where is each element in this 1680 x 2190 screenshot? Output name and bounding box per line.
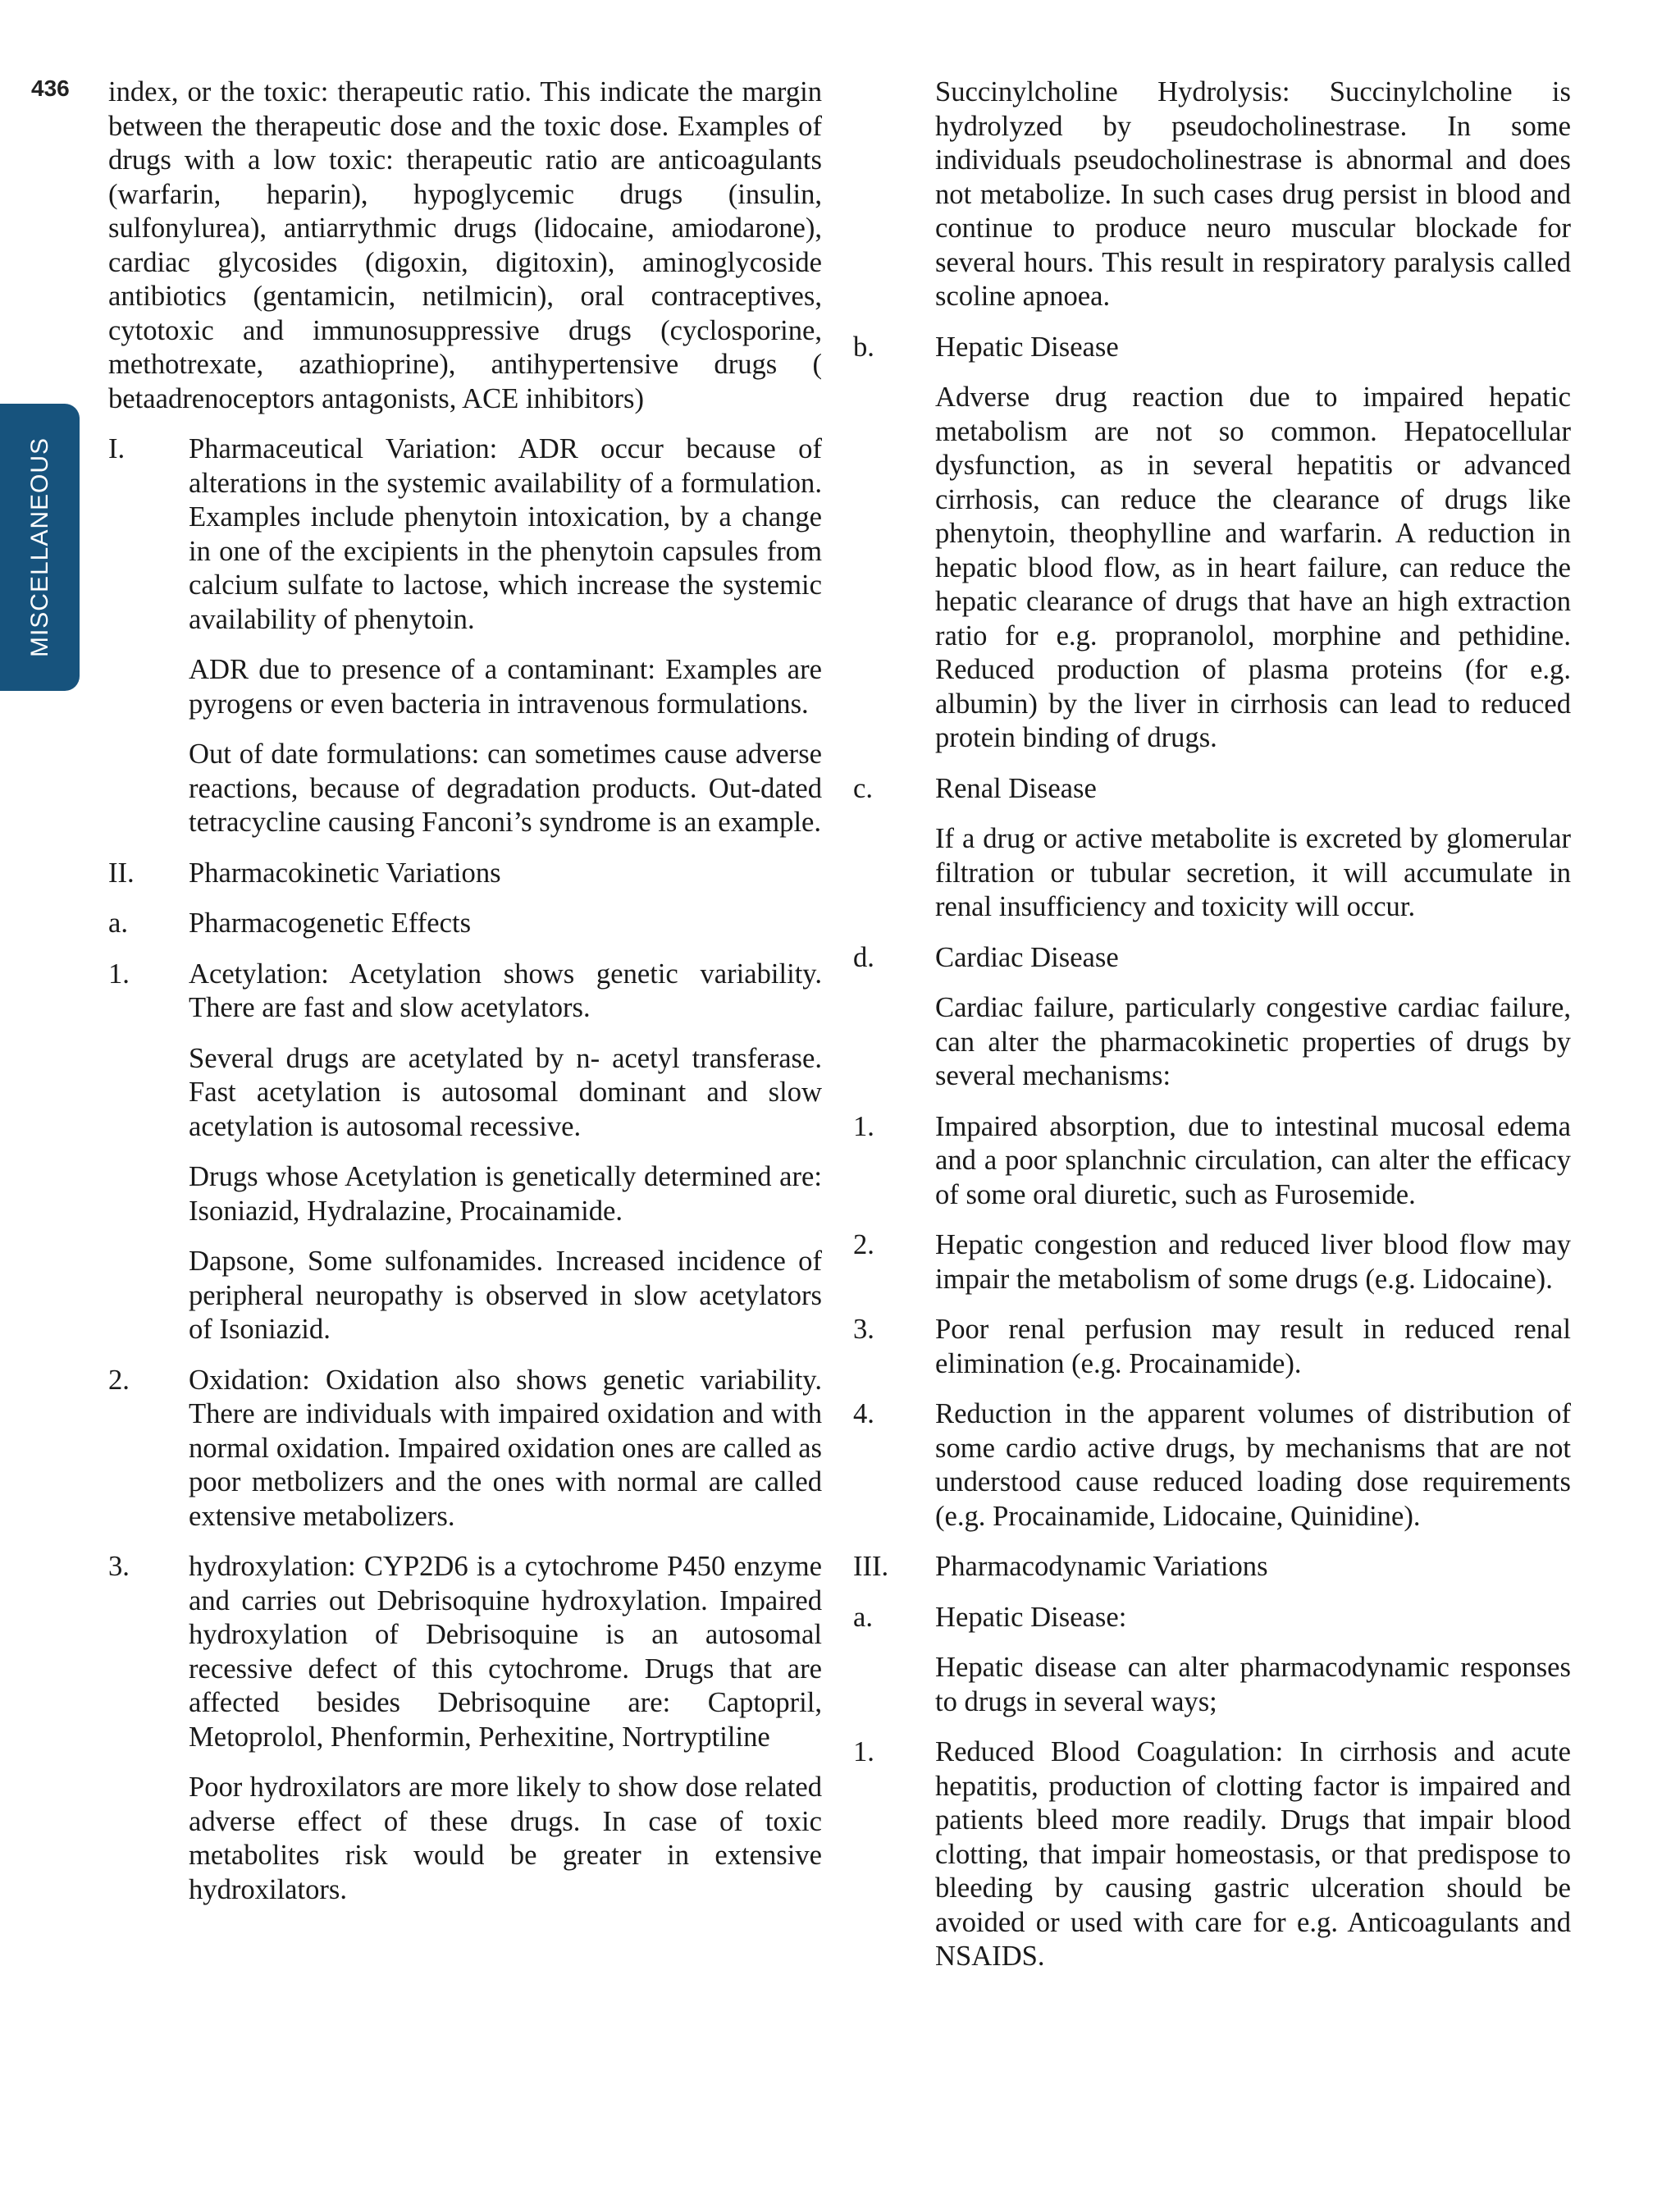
list-text: Renal Disease	[935, 772, 1097, 804]
list-marker: b.	[853, 331, 874, 363]
list-text: Acetylation: Acetylation shows genetic variability. There are fast and slow acetylators.	[189, 958, 822, 1023]
list-text: Reduction in the apparent volumes of distribution of some cardio active drugs, by mechanisms that are not understood cause reduced loading dose requirements (e.g. Procainamide, Lidocaine, Quinidine).	[935, 1398, 1571, 1532]
list-item-oxidation	[108, 1364, 822, 1534]
right-column	[853, 75, 1571, 1991]
paragraph-dapsone: Dapsone, Some sulfonamides. Increased incidence of peripheral neuropathy is observed in slow acetylators of Isoniazid.	[189, 1246, 822, 1345]
list-text: Hepatic Disease	[935, 331, 1119, 363]
list-marker: 2.	[108, 1364, 130, 1396]
paragraph-renal: If a drug or active metabolite is excreted by glomerular filtration or tubular secretion, it will accumulate in renal insufficiency and toxicity will occur.	[935, 823, 1571, 922]
list-text: Pharmaceutical Variation: ADR occur because of alterations in the systemic availability of a formulation. Examples include phenytoin intoxication, by a change in one of the excipients in the phenytoin capsules from calcium sulfate to lactose, which increase the systemic availability of phenytoin.	[189, 433, 822, 635]
paragraph-acetylation-drugs: Drugs whose Acetylation is genetically determined are: Isoniazid, Hydralazine, Procainamide.	[189, 1161, 822, 1227]
list-item-hepatic-disease-pd	[853, 1601, 1571, 1635]
list-marker: 3.	[853, 1314, 874, 1345]
section-side-tab	[0, 404, 80, 691]
paragraph-pd-hepatic: Hepatic disease can alter pharmacodynamic responses to drugs in several ways;	[935, 1652, 1571, 1717]
paragraph-out-of-date: Out of date formulations: can sometimes cause adverse reactions, because of degradation products. Out-dated tetracycline causing Fanconi’s syndrome is an example.	[189, 738, 822, 838]
list-item-acetylation	[108, 958, 822, 1026]
list-item-pharmacodynamic-variations	[853, 1550, 1571, 1584]
list-item-pharmaceutical-variation	[108, 432, 822, 637]
list-marker: d.	[853, 941, 874, 973]
list-marker: III.	[853, 1551, 889, 1582]
list-item-pharmacokinetic-variations	[108, 857, 822, 891]
list-text: Hepatic congestion and reduced liver blood flow may impair the metabolism of some drugs (e.g. Lidocaine).	[935, 1229, 1571, 1295]
paragraph-acetyl-transferase: Several drugs are acetylated by n- acetyl transferase. Fast acetylation is autosomal dominant and slow acetylation is autosomal recessive.	[189, 1042, 822, 1142]
list-item-hepatic-congestion	[853, 1228, 1571, 1296]
list-text: Impaired absorption, due to intestinal mucosal edema and a poor splanchnic circulation, can alter the efficacy of some oral diuretic, such as Furosemide.	[935, 1110, 1571, 1210]
list-marker: 2.	[853, 1229, 874, 1260]
list-text: hydroxylation: CYP2D6 is a cytochrome P450 enzyme and carries out Debrisoquine hydroxylation. Impaired hydroxylation of Debrisoquine is an autosomal recessive defect of this cytochrome. Drugs that are affected besides Debrisoquine are: Captopril, Metoprolol, Phenformin, Perhexitine, Nortryptiline	[189, 1551, 822, 1753]
list-item-distribution-volume	[853, 1397, 1571, 1534]
list-text: Oxidation: Oxidation also shows genetic variability. There are individuals with impaired oxidation and with normal oxidation. Impaired oxidation ones are called as poor metbolizers and the ones with normal are called extensive metabolizers.	[189, 1364, 822, 1532]
list-text: Hepatic Disease:	[935, 1601, 1127, 1633]
list-item-impaired-absorption	[853, 1110, 1571, 1213]
list-item-hydroxylation	[108, 1550, 822, 1754]
list-item-renal-perfusion	[853, 1313, 1571, 1381]
list-text: Pharmacodynamic Variations	[935, 1551, 1268, 1582]
list-marker: a.	[853, 1601, 873, 1633]
list-item-cardiac-disease	[853, 941, 1571, 976]
paragraph-cardiac: Cardiac failure, particularly congestive cardiac failure, can alter the pharmacokinetic properties of drugs by several mechanisms:	[935, 992, 1571, 1091]
list-text: Poor renal perfusion may result in reduced renal elimination (e.g. Procainamide).	[935, 1314, 1571, 1379]
list-marker: 1.	[853, 1736, 874, 1767]
list-marker: 1.	[853, 1110, 874, 1142]
left-column	[108, 75, 822, 1923]
list-item-renal-disease	[853, 772, 1571, 807]
list-marker: a.	[108, 908, 128, 939]
list-item-reduced-coagulation	[853, 1735, 1571, 1974]
list-marker: 1.	[108, 958, 130, 990]
list-marker: 3.	[108, 1551, 130, 1582]
list-marker: c.	[853, 772, 873, 804]
list-item-hepatic-disease	[853, 331, 1571, 365]
paragraph-hepatic-adr: Adverse drug reaction due to impaired hepatic metabolism are not so common. Hepatocellular dysfunction, as in several hepatitis or advanced cirrhosis, can reduce the clearance of drugs like phenytoin, theophylline and warfarin. A reduction in hepatic blood flow, as in heart failure, can reduce the hepatic clearance of drugs that have an high extraction ratio for e.g. propranolol, morphine and pethidine. Reduced production of plasma proteins (for e.g. albumin) by the liver in cirrhosis can lead to reduced protein binding of drugs.	[935, 382, 1571, 753]
list-item-pharmacogenetic-effects	[108, 907, 822, 941]
list-text: Pharmacogenetic Effects	[189, 908, 472, 939]
paragraph-succinylcholine: Succinylcholine Hydrolysis: Succinylcholine is hydrolyzed by pseudocholinestrase. In some individuals pseudocholinestrase is abnormal and does not metabolize. In such cases drug persist in blood and continue to produce neuro muscular blockade for several hours. This result in respiratory paralysis called scoline apnoea.	[935, 76, 1571, 312]
intro-paragraph: index, or the toxic: therapeutic ratio. This indicate the margin between the therapeutic dose and the toxic dose. Examples of drugs with a low toxic: therapeutic ratio are anticoagulants (warfarin, heparin), hypoglycemic drugs (insulin, sulfonylurea), antiarrythmic drugs (lidocaine, amiodarone), cardiac glycosides (digoxin, digitoxin), aminoglycoside antibiotics (gentamicin, netilmicin), oral contraceptives, cytotoxic and immunosuppressive drugs (cyclosporine, methotrexate, azathioprine), antihypertensive drugs ( betaadrenoceptors antagonists, ACE inhibitors)	[108, 76, 822, 414]
list-text: Cardiac Disease	[935, 941, 1119, 973]
list-text: Pharmacokinetic Variations	[189, 857, 501, 889]
page-number: 436	[31, 75, 70, 101]
list-marker: 4.	[853, 1398, 874, 1429]
list-text: Reduced Blood Coagulation: In cirrhosis and acute hepatitis, production of clotting factor is impaired and patients bleed more readily. Drugs that impair blood clotting, that impair homeostasis, or that predispose to bleeding by causing gastric ulceration should be avoided or used with care for e.g. Anticoagulants and NSAIDS.	[935, 1736, 1571, 1972]
side-tab-label: MISCELLANEOUS	[25, 437, 53, 658]
paragraph-contaminant: ADR due to presence of a contaminant: Examples are pyrogens or even bacteria in intravenous formulations.	[189, 654, 822, 720]
paragraph-poor-hydroxilators: Poor hydroxilators are more likely to show dose related adverse effect of these drugs. In case of toxic metabolites risk would be greater in extensive hydroxilators.	[189, 1772, 822, 1905]
list-marker: I.	[108, 433, 126, 464]
list-marker: II.	[108, 857, 135, 889]
